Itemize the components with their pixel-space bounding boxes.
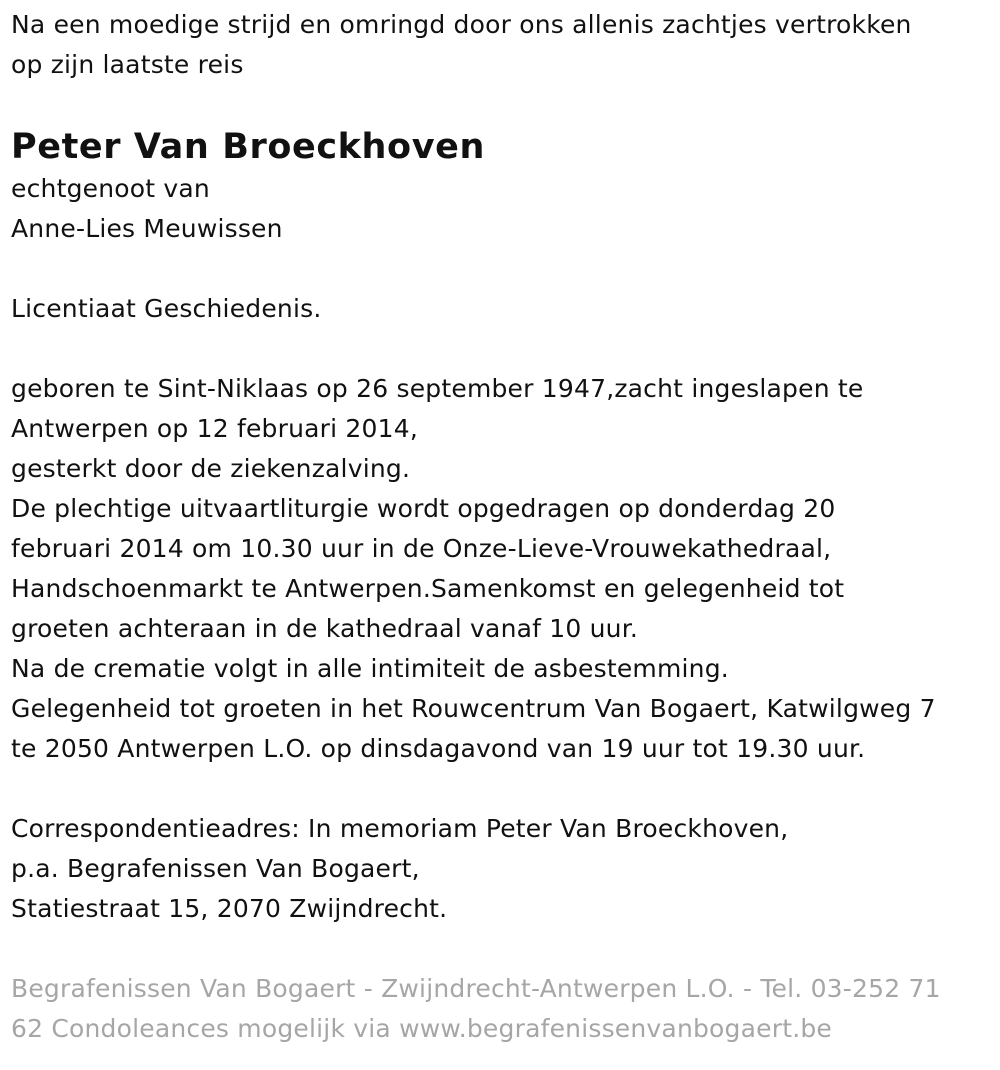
footer-line: Begrafenissen Van Bogaert - Zwijndrecht-Antwerpen L.O. - Tel. 03-252 71 xyxy=(11,974,941,1003)
spouse-name: Anne-Lies Meuwissen xyxy=(11,214,283,243)
funeral-home-footer xyxy=(11,969,996,1049)
relation-line: echtgenoot van xyxy=(11,174,210,203)
correspondence-block xyxy=(11,809,996,929)
deceased-name: Peter Van Broeckhoven xyxy=(11,127,485,167)
spacer xyxy=(11,249,996,289)
obituary-notice xyxy=(11,5,996,1049)
academic-title: Licentiaat Geschiedenis. xyxy=(11,294,322,323)
correspondence-line: Statiestraat 15, 2070 Zwijndrecht. xyxy=(11,894,448,923)
details-line: februari 2014 om 10.30 uur in de Onze-Lieve-Vrouwekathedraal, xyxy=(11,534,832,563)
details-line: Handschoenmarkt te Antwerpen.Samenkomst en gelegenheid tot xyxy=(11,574,845,603)
details-line: geboren te Sint-Niklaas op 26 september 1947,zacht ingeslapen te xyxy=(11,374,864,403)
details-line: De plechtige uitvaartliturgie wordt opgedragen op donderdag 20 xyxy=(11,494,836,523)
details-line: Gelegenheid tot groeten in het Rouwcentrum Van Bogaert, Katwilgweg 7 xyxy=(11,694,936,723)
correspondence-line: p.a. Begrafenissen Van Bogaert, xyxy=(11,854,420,883)
correspondence-line: Correspondentieadres: In memoriam Peter Van Broeckhoven, xyxy=(11,814,789,843)
details-line: groeten achteraan in de kathedraal vanaf 10 uur. xyxy=(11,614,639,643)
relation-block xyxy=(11,169,996,249)
intro-text xyxy=(11,5,996,85)
details-line: Antwerpen op 12 februari 2014, xyxy=(11,414,419,443)
spacer xyxy=(11,769,996,809)
intro-line: Na een moedige strijd en omringd door ons allenis zachtjes vertrokken xyxy=(11,10,912,39)
details-line: Na de crematie volgt in alle intimiteit de asbestemming. xyxy=(11,654,729,683)
details-block xyxy=(11,369,996,769)
details-line: gesterkt door de ziekenzalving. xyxy=(11,454,411,483)
intro-line: op zijn laatste reis xyxy=(11,50,244,79)
spacer xyxy=(11,329,996,369)
details-line: te 2050 Antwerpen L.O. op dinsdagavond van 19 uur tot 19.30 uur. xyxy=(11,734,866,763)
footer-line: 62 Condoleances mogelijk via www.begrafenissenvanbogaert.be xyxy=(11,1014,833,1043)
